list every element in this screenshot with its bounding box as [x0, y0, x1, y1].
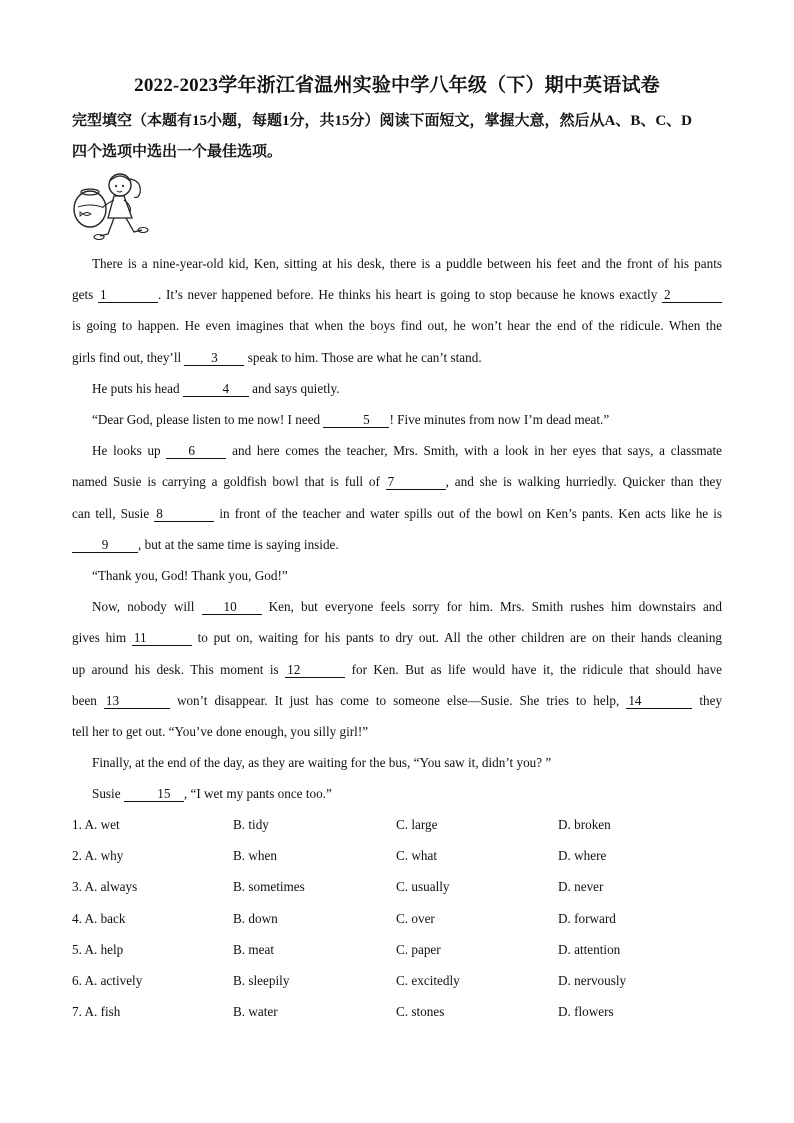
option-b: B. down [233, 910, 278, 926]
blank-9: 9 [72, 538, 138, 553]
passage-text: and here comes the teacher, Mrs. Smith, with a look in her eyes that says, a classmate [232, 443, 722, 459]
passage-text: in front of the teacher and water spills out of the bowl on Ken’s pants. Ken acts like he is [219, 505, 723, 521]
passage-text: up around his desk. This moment is [72, 661, 279, 677]
passage-text: for Ken. But as life would have it, the ridicule that should have [351, 661, 723, 677]
option-b: B. meat [233, 941, 275, 957]
blank-14: 14 [626, 694, 692, 709]
question-row-2 [72, 843, 752, 874]
passage-line [72, 622, 722, 653]
passage-text: “Thank you, God! Thank you, God!” [92, 568, 288, 584]
blank-7: 7 [386, 475, 446, 490]
passage-line [72, 529, 722, 560]
question-row-5 [72, 937, 752, 968]
option-a: 6. A. actively [72, 972, 143, 988]
passage-text: , and she is walking hurriedly. Quicker than they [445, 474, 722, 490]
passage-text: “Dear God, please listen to me now! I need [92, 412, 321, 428]
passage-text: can tell, Susie [72, 505, 150, 521]
blank-10: 10 [202, 600, 262, 615]
option-b: B. sleepily [233, 972, 290, 988]
blank-11: 11 [132, 631, 192, 646]
blank-4: 4 [183, 382, 249, 397]
passage-text: He looks up [92, 443, 161, 459]
option-c: C. stones [396, 1004, 445, 1020]
option-d: D. never [558, 879, 604, 895]
passage-text: speak to him. Those are what he can’t stand. [247, 349, 482, 365]
question-row-7 [72, 999, 752, 1030]
passage-text: . It’s never happened before. He thinks his heart is going to stop because he knows exactly [157, 287, 658, 303]
passage-line [72, 685, 722, 716]
question-row-4 [72, 906, 752, 937]
passage-text: they [699, 692, 723, 708]
passage-text: He puts his head [92, 380, 180, 396]
passage-text: gives him [72, 630, 127, 646]
option-a: 1. A. wet [72, 817, 120, 832]
option-b: B. when [233, 848, 277, 864]
passage-text: been [72, 692, 97, 708]
passage-text: girls find out, they’ll [72, 349, 182, 365]
blank-13: 13 [104, 694, 170, 709]
option-a: 3. A. always [72, 879, 138, 895]
option-a: 7. A. fish [72, 1004, 121, 1020]
option-c: C. paper [396, 941, 441, 957]
passage-text: , “I wet my pants once too.” [183, 786, 332, 802]
passage-text: to put on, waiting for his pants to dry out. All the other children are on their hands cleaning [197, 630, 723, 646]
blank-2: 2 [662, 288, 722, 303]
blank-3: 3 [184, 351, 244, 366]
question-row-6 [72, 968, 752, 999]
girl-with-fishbowl-illustration [68, 167, 154, 247]
passage-line [72, 778, 722, 809]
passage-text: There is a nine-year-old kid, Ken, sitting at his desk, there is a puddle between his feet and the front of his pants [92, 256, 722, 271]
option-b: B. water [233, 1004, 278, 1020]
passage-line [72, 342, 722, 373]
blank-6: 6 [166, 444, 226, 459]
option-d: D. where [558, 848, 607, 864]
passage-text: gets [72, 287, 94, 303]
cloze-passage [72, 248, 722, 810]
blank-5: 5 [323, 413, 389, 428]
answer-options [72, 812, 752, 1030]
option-b: B. tidy [233, 817, 269, 832]
passage-line [72, 373, 722, 404]
passage-text: named Susie is carrying a goldfish bowl that is full of [72, 474, 380, 490]
option-c: C. what [396, 848, 438, 864]
option-d: D. flowers [558, 1004, 614, 1020]
blank-12: 12 [285, 663, 345, 678]
passage-text: and says quietly. [252, 380, 340, 396]
passage-text: Finally, at the end of the day, as they are waiting for the bus, “You saw it, didn’t you? ” [92, 755, 552, 771]
passage-line [72, 248, 722, 279]
passage-text: Susie [92, 786, 121, 802]
option-d: D. nervously [558, 972, 627, 988]
blank-8: 8 [154, 507, 214, 522]
passage-line [72, 716, 722, 747]
option-c: C. large [396, 817, 438, 832]
passage-text: , but at the same time is saying inside. [138, 536, 339, 552]
option-c: C. excitedly [396, 972, 460, 988]
blank-1: 1 [98, 288, 158, 303]
section-instructions-line2: 四个选项中选出一个最佳选项。 [72, 144, 283, 160]
passage-line [72, 466, 722, 497]
option-b: B. sometimes [233, 879, 305, 895]
exam-title: 2022-2023学年浙江省温州实验中学八年级（下）期中英语试卷 [134, 75, 660, 96]
passage-line [72, 279, 722, 310]
passage-line [72, 498, 722, 529]
passage-line [72, 654, 722, 685]
passage-line [72, 404, 722, 435]
question-row-1 [72, 812, 752, 843]
passage-line [72, 560, 722, 591]
passage-line [72, 747, 722, 778]
option-d: D. forward [558, 910, 616, 926]
option-d: D. attention [558, 941, 621, 957]
passage-text: Now, nobody will [92, 599, 195, 615]
option-c: C. over [396, 910, 435, 926]
question-row-3 [72, 874, 752, 905]
passage-text: Ken, but everyone feels sorry for him. Mrs. Smith rushes him downstairs and [268, 599, 722, 615]
passage-line [72, 591, 722, 622]
option-a: 4. A. back [72, 910, 126, 926]
passage-line [72, 310, 722, 341]
option-a: 5. A. help [72, 941, 124, 957]
option-d: D. broken [558, 817, 611, 832]
passage-text: tell her to get out. “You’ve done enough, you silly girl!” [72, 724, 369, 740]
passage-line [72, 435, 722, 466]
passage-text: ! Five minutes from now I’m dead meat.” [389, 412, 610, 428]
passage-text: is going to happen. He even imagines that when the boys find out, he won’t hear the end of the ridicule. When the [72, 318, 722, 334]
blank-15: 15 [124, 787, 184, 802]
option-c: C. usually [396, 879, 450, 895]
section-instructions-line1: 完型填空（本题有15小题，每题1分，共15分）阅读下面短文，掌握大意，然后从A、B、C、D [72, 113, 693, 129]
option-a: 2. A. why [72, 848, 124, 864]
passage-text: won’t disappear. It just has come to someone else—Susie. She tries to help, [176, 692, 620, 708]
